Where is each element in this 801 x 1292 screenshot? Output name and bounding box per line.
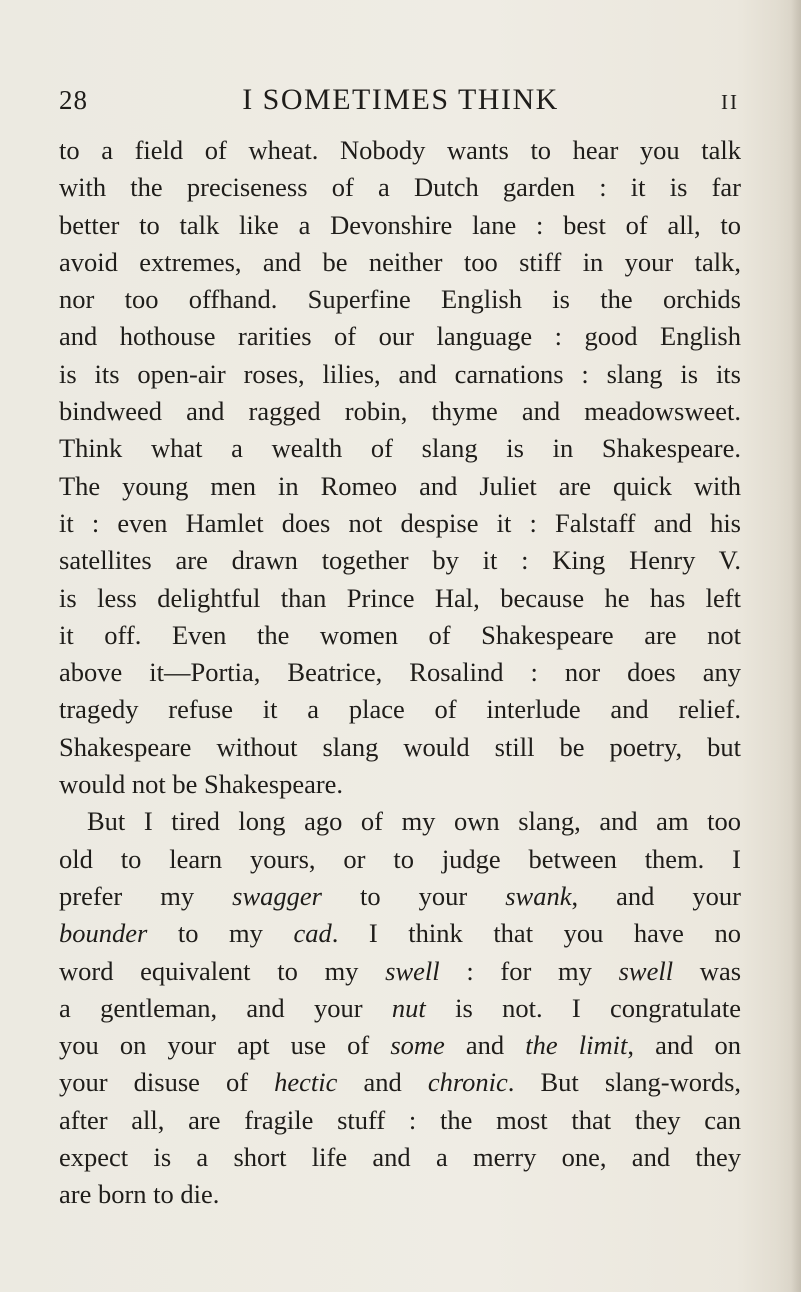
text-run: better to talk like a Devonshire lane : best of all, to xyxy=(59,209,741,240)
text-line xyxy=(59,356,741,393)
text-run: is not. I congratulate xyxy=(425,992,741,1023)
text-line xyxy=(59,468,741,505)
text-run: after all, are fragile stuff : the most that they can xyxy=(59,1104,741,1135)
text-line xyxy=(59,654,741,691)
italic-word: swagger xyxy=(232,880,322,911)
italic-word: hectic xyxy=(274,1067,338,1098)
text-run: would not be Shakespeare. xyxy=(59,769,344,800)
text-run: satellites are drawn together by it : King Henry V. xyxy=(59,545,741,576)
text-run: tragedy refuse it a place of interlude and relief. xyxy=(59,694,741,725)
text-line xyxy=(59,990,741,1027)
text-line xyxy=(59,1139,741,1176)
text-run: old to learn yours, or to judge between them. I xyxy=(59,843,741,874)
text-run: expect is a short life and a merry one, and they xyxy=(59,1142,741,1173)
body-text xyxy=(59,132,741,1214)
text-run: Shakespeare without slang would still be poetry, but xyxy=(59,731,741,762)
text-line xyxy=(59,281,741,318)
text-run: : for my xyxy=(439,955,619,986)
text-run: Think what a wealth of slang is in Shakespeare. xyxy=(59,433,741,464)
text-line xyxy=(59,1102,741,1139)
text-line xyxy=(59,318,741,355)
text-run: with the preciseness of a Dutch garden : it is far xyxy=(59,172,741,203)
text-run: and xyxy=(444,1030,526,1061)
text-line xyxy=(59,430,741,467)
text-run: is less delightful than Prince Hal, because he has left xyxy=(59,582,741,613)
text-run: . I think that you have no xyxy=(331,918,741,949)
text-run: bindweed and ragged robin, thyme and meadowsweet. xyxy=(59,396,741,427)
text-run: nor too offhand. Superfine English is the orchids xyxy=(59,284,741,315)
italic-word: swell xyxy=(618,955,674,986)
italic-word: cad xyxy=(293,918,332,949)
text-line xyxy=(59,617,741,654)
text-line xyxy=(59,803,741,840)
text-line xyxy=(59,132,741,169)
text-run: to my xyxy=(147,918,294,949)
italic-word: bounder xyxy=(59,918,148,949)
text-run: is its open-air roses, lilies, and carnations : slang is its xyxy=(59,358,741,389)
italic-word: some xyxy=(390,1030,445,1061)
paragraph xyxy=(59,132,741,803)
text-run: above it—Portia, Beatrice, Rosalind : nor does any xyxy=(59,657,741,688)
text-line xyxy=(59,878,741,915)
text-line xyxy=(59,169,741,206)
text-line xyxy=(59,1064,741,1101)
paragraph xyxy=(59,803,741,1213)
text-line xyxy=(59,1027,741,1064)
italic-word: swank xyxy=(505,880,572,911)
text-line xyxy=(59,841,741,878)
page-edge-shadow xyxy=(791,0,801,1292)
text-run: avoid extremes, and be neither too stiff in your talk, xyxy=(59,246,741,277)
text-line xyxy=(59,1176,741,1213)
text-run: and hothouse rarities of our language : good English xyxy=(59,321,741,352)
text-run: you on your apt use of xyxy=(59,1030,391,1061)
text-run: was xyxy=(673,955,742,986)
italic-word: swell xyxy=(385,955,440,986)
text-line xyxy=(59,691,741,728)
text-run: , and on xyxy=(627,1030,741,1061)
text-line xyxy=(59,953,741,990)
text-line xyxy=(59,729,741,766)
text-run: it off. Even the women of Shakespeare are not xyxy=(59,619,741,650)
text-run: word equivalent to my xyxy=(59,955,386,986)
text-line xyxy=(59,915,741,952)
page-number-right: II xyxy=(721,90,739,114)
text-run: to your xyxy=(321,880,506,911)
text-run: it : even Hamlet does not despise it : Falstaff and his xyxy=(59,507,741,538)
italic-word: chronic xyxy=(427,1067,508,1098)
italic-word: the limit xyxy=(525,1030,628,1061)
text-run: prefer my xyxy=(59,880,233,911)
text-run: a gentleman, and your xyxy=(59,992,392,1023)
text-run: and xyxy=(337,1067,428,1098)
text-run: are born to die. xyxy=(59,1179,220,1210)
text-line xyxy=(59,393,741,430)
text-line xyxy=(59,766,741,803)
text-line xyxy=(59,207,741,244)
text-line xyxy=(59,580,741,617)
text-run: your disuse of xyxy=(59,1067,275,1098)
text-line xyxy=(59,244,741,281)
text-run: But I tired long ago of my own slang, and am too xyxy=(87,806,741,837)
text-line xyxy=(59,505,741,542)
page-number-left: 28 xyxy=(59,85,88,115)
text-run: . But slang-words, xyxy=(507,1067,742,1098)
text-line xyxy=(59,542,741,579)
italic-word: nut xyxy=(391,992,426,1023)
running-head xyxy=(0,80,801,120)
running-title: I SOMETIMES THINK xyxy=(242,83,559,116)
text-run: The young men in Romeo and Juliet are quick with xyxy=(59,470,741,501)
text-run: to a field of wheat. Nobody wants to hear you talk xyxy=(59,135,741,165)
text-run: , and your xyxy=(571,880,741,911)
